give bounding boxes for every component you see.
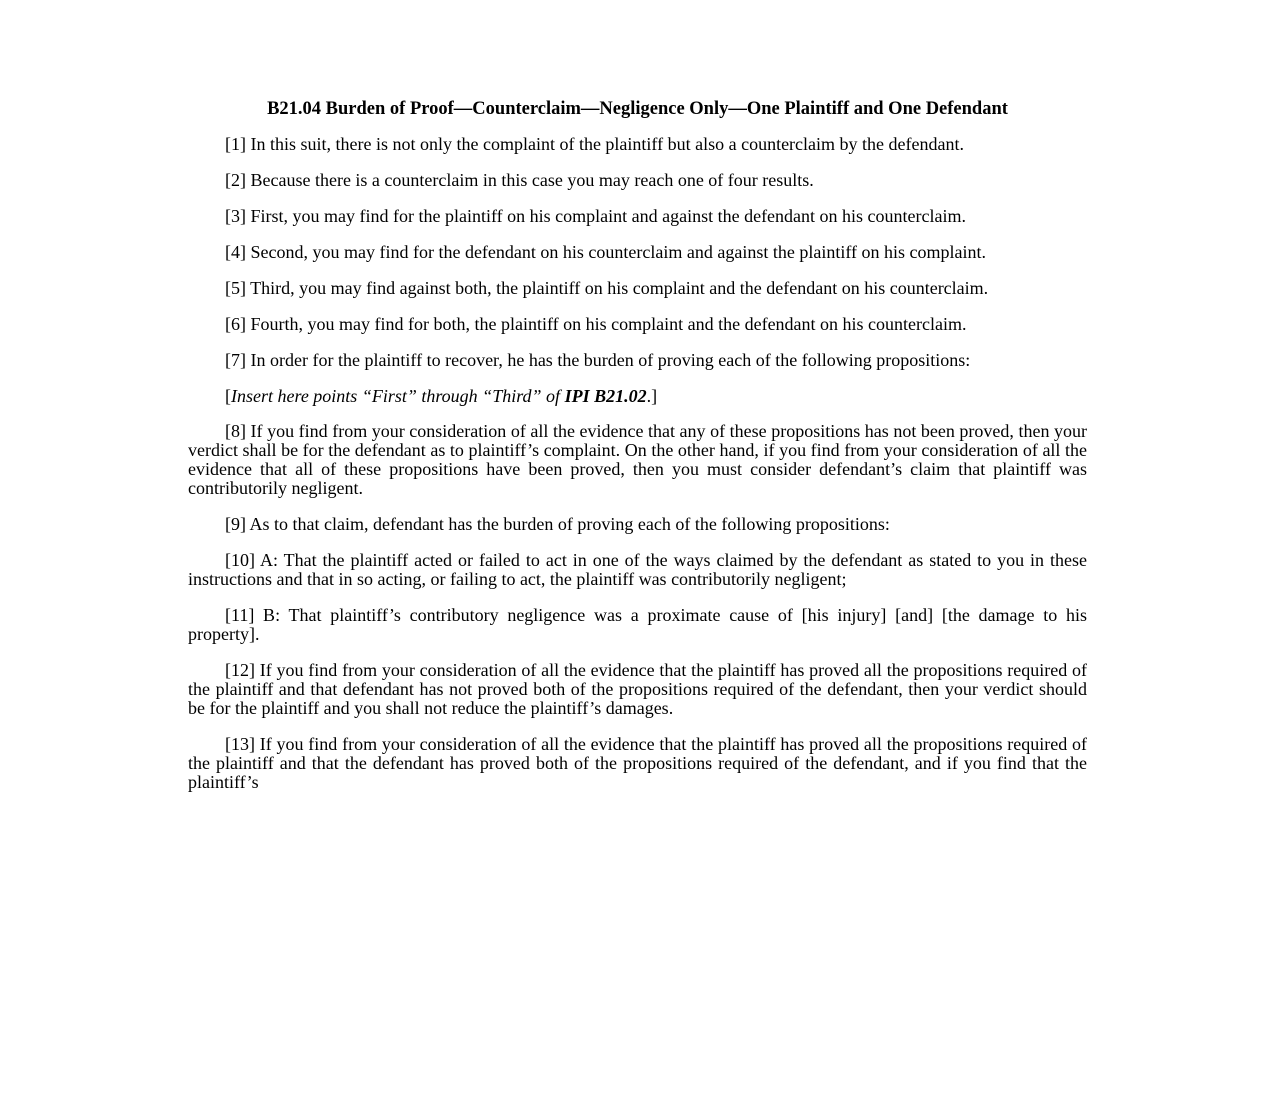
insert-instruction [188,387,1087,406]
paragraph-3: [3] First, you may find for the plaintiff on his complaint and against the defendant on his counterclaim. [225,206,966,226]
instruction-reference: IPI B21.02 [564,386,647,406]
paragraph-8: [8] If you find from your consideration of all the evidence that any of these propositions has not been proved, then your verdict shall be for the defendant as to plaintiff’s complaint. On the other hand, if you find from your consideration of all the evidence that all of these propositions have been proved, then you must consider defendant’s claim that plaintiff was contributorily negligent. [188,421,1087,498]
paragraph-13: [13] If you find from your consideration of all the evidence that the plaintiff has proved all the propositions required of the plaintiff and that the defendant has proved both of the propositions required of the defendant, and if you find that the plaintiff’s [188,734,1087,792]
instruction-close: .] [646,386,658,406]
document-title: B21.04 Burden of Proof—Counterclaim—Negligence Only—One Plaintiff and One Defendant [267,99,1008,119]
instruction-open-bracket: [ [225,386,231,406]
paragraph-9: [9] As to that claim, defendant has the burden of proving each of the following propositions: [225,514,890,534]
paragraph-7: [7] In order for the plaintiff to recover, he has the burden of proving each of the following propositions: [225,350,971,370]
paragraph-11: [11] B: That plaintiff’s contributory negligence was a proximate cause of [his injury] [and] [the damage to his property]. [188,605,1087,644]
paragraph-4: [4] Second, you may find for the defendant on his counterclaim and against the plaintiff on his complaint. [225,242,986,262]
paragraph-6: [6] Fourth, you may find for both, the plaintiff on his complaint and the defendant on his counterclaim. [225,314,967,334]
paragraph-12: [12] If you find from your consideration of all the evidence that the plaintiff has proved all the propositions required of the plaintiff and that defendant has not proved both of the propositions required of the defendant, then your verdict should be for the plaintiff and you shall not reduce the plaintiff’s damages. [188,660,1087,718]
paragraph-5: [5] Third, you may find against both, the plaintiff on his complaint and the defendant on his counterclaim. [225,278,989,298]
instruction-italic-text: Insert here points “First” through “Third” of [231,386,565,406]
paragraph-10: [10] A: That the plaintiff acted or failed to act in one of the ways claimed by the defendant as stated to you in these instructions and that in so acting, or failing to act, the plaintiff was contributorily negligent; [188,550,1087,589]
paragraph-2: [2] Because there is a counterclaim in this case you may reach one of four results. [225,170,814,190]
paragraph-1: [1] In this suit, there is not only the complaint of the plaintiff but also a counterclaim by the defendant. [225,134,964,154]
document-page [188,100,1087,809]
